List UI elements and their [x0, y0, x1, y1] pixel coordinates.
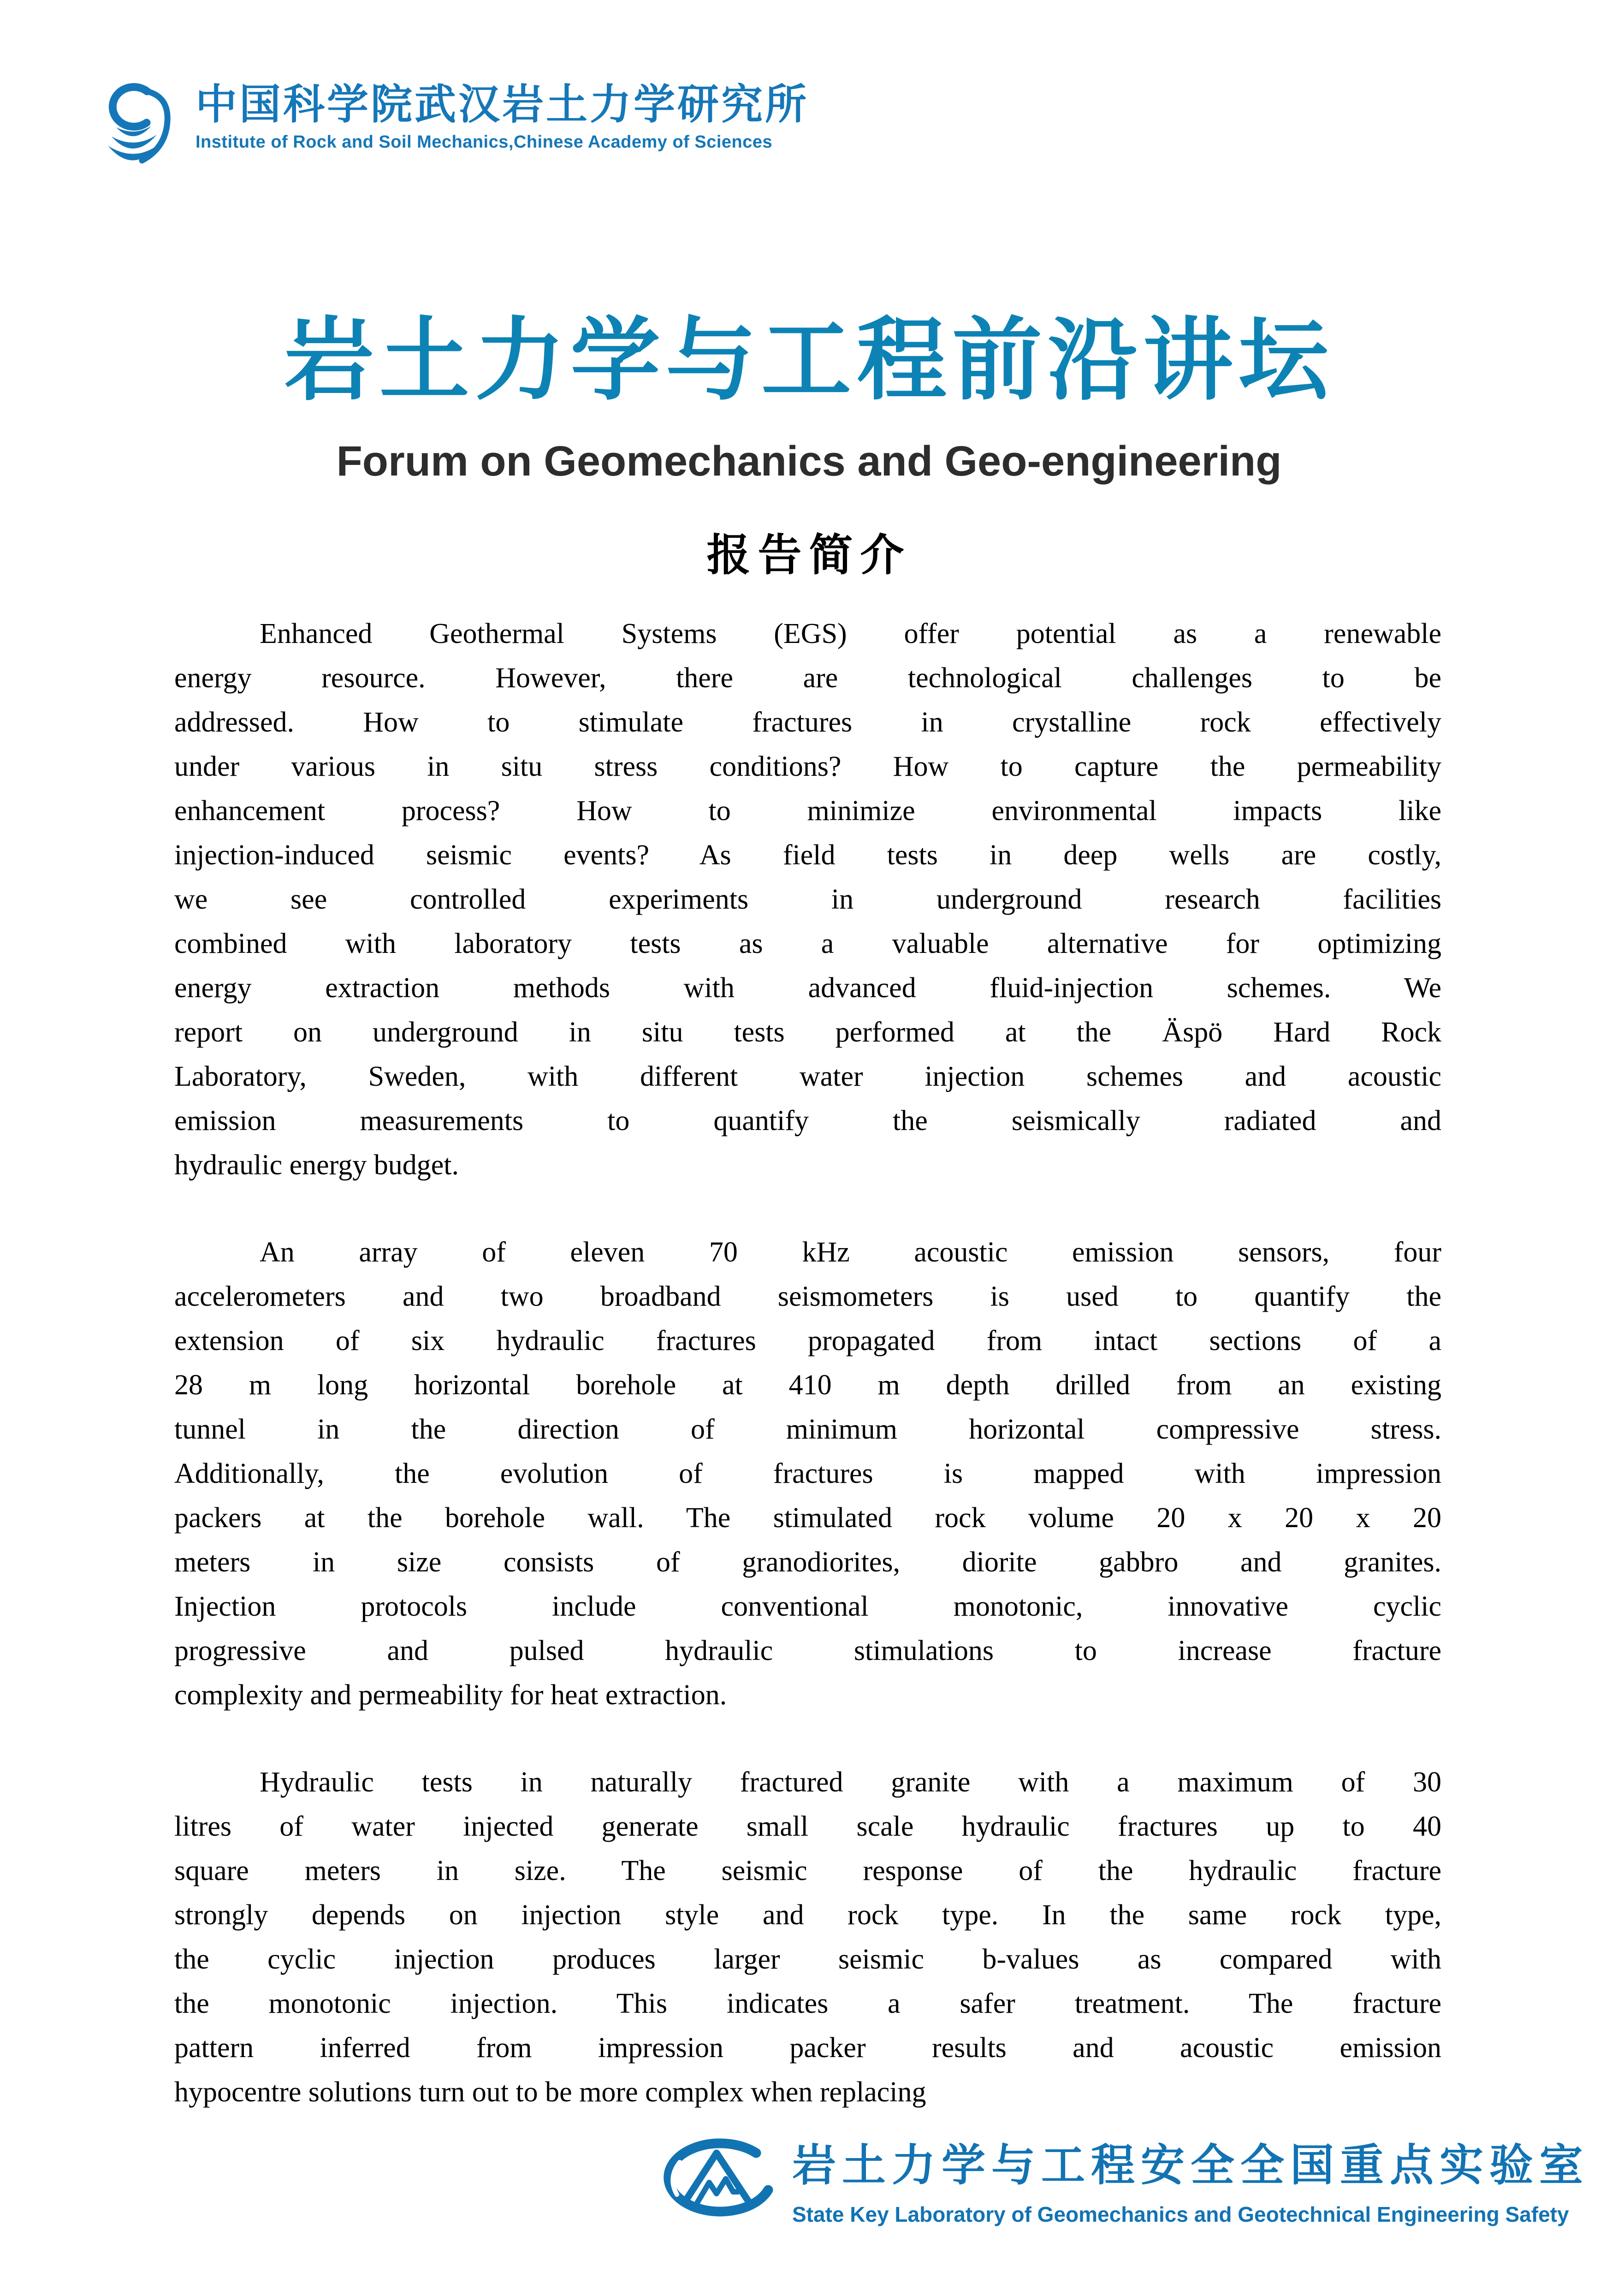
abstract-p2-line-8: meters in size consists of granodiorites, diorite gabbro and granites.: [174, 1547, 1441, 1578]
abstract-p1-line-1: Enhanced Geothermal Systems (EGS) offer potential as a renewable: [260, 618, 1441, 649]
abstract-p3-line-5: the cyclic injection produces larger seismic b-values as compared with: [174, 1944, 1441, 1975]
abstract-p2-line-4: 28 m long horizontal borehole at 410 m depth drilled from an existing: [174, 1369, 1441, 1401]
abstract-p2-line-5: tunnel in the direction of minimum horizontal compressive stress.: [174, 1414, 1441, 1445]
abstract-p1-line-13: hydraulic energy budget.: [174, 1149, 459, 1181]
abstract-body: [174, 612, 1441, 2114]
abstract-p1-line-6: injection-induced seismic events? As field tests in deep wells are costly,: [174, 839, 1441, 871]
abstract-paragraph-1: [174, 612, 1441, 1187]
abstract-p2-line-1: An array of eleven 70 kHz acoustic emission sensors, four: [260, 1237, 1441, 1268]
abstract-p2-line-6: Additionally, the evolution of fractures is mapped with impression: [174, 1458, 1441, 1489]
skl-mountain-logo-icon: [659, 2135, 777, 2218]
institute-name-en: Institute of Rock and Soil Mechanics,Chinese Academy of Sciences: [196, 132, 773, 152]
abstract-p2-line-3: extension of six hydraulic fractures propagated from intact sections of a: [174, 1325, 1441, 1356]
laboratory-footer: [659, 2135, 1589, 2227]
abstract-p2-line-11: complexity and permeability for heat extraction.: [174, 1679, 727, 1711]
abstract-p1-line-3: addressed. How to stimulate fractures in crystalline rock effectively: [174, 707, 1441, 738]
laboratory-footer-text: [792, 2135, 1589, 2227]
abstract-p1-line-7: we see controlled experiments in underground research facilities: [174, 884, 1441, 915]
abstract-p1-line-10: report on underground in situ tests performed at the Äspö Hard Rock: [174, 1017, 1441, 1048]
abstract-p1-line-11: Laboratory, Sweden, with different water injection schemes and acoustic: [174, 1061, 1441, 1092]
abstract-p3-line-1: Hydraulic tests in naturally fractured granite with a maximum of 30: [260, 1767, 1441, 1798]
forum-title-en: Forum on Geomechanics and Geo-engineering: [336, 438, 1282, 485]
laboratory-name-cn: 岩土力学与工程安全全国重点实验室: [792, 2141, 1589, 2190]
abstract-p2-line-9: Injection protocols include conventional monotonic, innovative cyclic: [174, 1591, 1441, 1622]
report-intro-heading: 报告简介: [706, 531, 912, 580]
abstract-paragraph-2: [174, 1230, 1441, 1717]
abstract-p1-line-2: energy resource. However, there are technological challenges to be: [174, 662, 1441, 694]
abstract-p1-line-4: under various in situ stress conditions? How to capture the permeability: [174, 751, 1441, 782]
abstract-p3-line-4: strongly depends on injection style and rock type. In the same rock type,: [174, 1899, 1441, 1931]
abstract-p3-line-8: hypocentre solutions turn out to be more complex when replacing: [174, 2076, 926, 2108]
abstract-p2-line-2: accelerometers and two broadband seismometers is used to quantify the: [174, 1281, 1441, 1312]
abstract-p3-line-2: litres of water injected generate small scale hydraulic fractures up to 40: [174, 1811, 1441, 1842]
forum-title-cn: 岩土力学与工程前沿讲坛: [284, 310, 1334, 410]
laboratory-name-en: State Key Laboratory of Geomechanics and Geotechnical Engineering Safety: [792, 2202, 1569, 2226]
abstract-p3-line-7: pattern inferred from impression packer results and acoustic emission: [174, 2032, 1441, 2064]
abstract-p2-line-7: packers at the borehole wall. The stimulated rock volume 20 x 20 x 20: [174, 1502, 1441, 1534]
institute-header-text: [196, 78, 809, 152]
abstract-p1-line-5: enhancement process? How to minimize environmental impacts like: [174, 795, 1441, 827]
abstract-p2-line-10: progressive and pulsed hydraulic stimulations to increase fracture: [174, 1635, 1441, 1666]
abstract-p1-line-8: combined with laboratory tests as a valuable alternative for optimizing: [174, 928, 1441, 959]
abstract-p3-line-3: square meters in size. The seismic response of the hydraulic fracture: [174, 1855, 1441, 1886]
institute-name-cn: 中国科学院武汉岩土力学研究所: [196, 82, 809, 128]
abstract-paragraph-3: [174, 1760, 1441, 2114]
institute-header: [92, 78, 809, 171]
abstract-p3-line-6: the monotonic injection. This indicates a safer treatment. The fracture: [174, 1988, 1441, 2019]
cas-swirl-logo-icon: [92, 78, 176, 171]
abstract-p1-line-9: energy extraction methods with advanced fluid-injection schemes. We: [174, 972, 1441, 1004]
abstract-p1-line-12: emission measurements to quantify the seismically radiated and: [174, 1105, 1441, 1136]
